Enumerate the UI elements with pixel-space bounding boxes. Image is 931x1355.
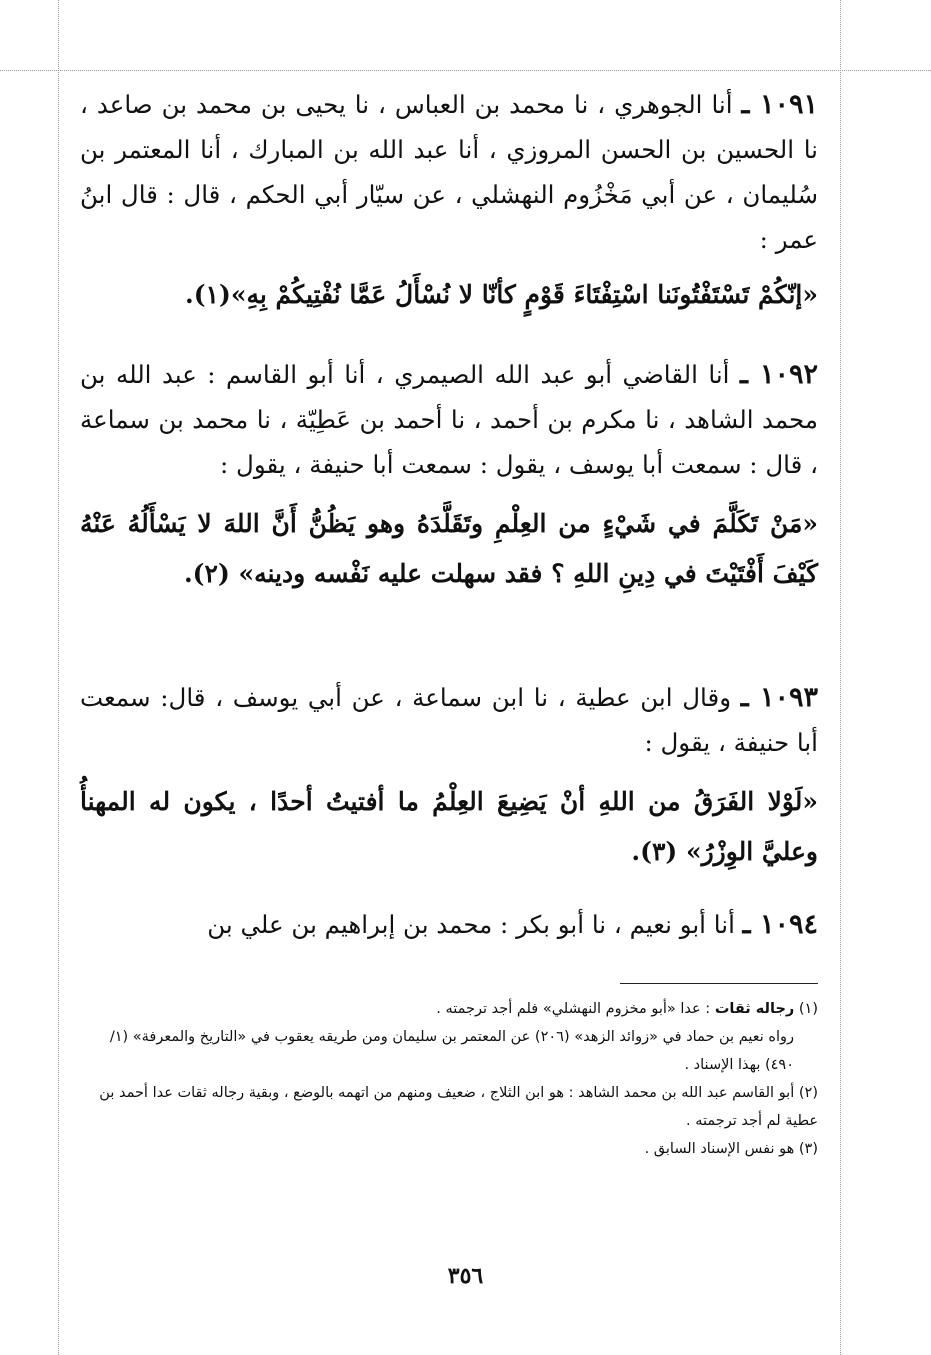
footnote-marker: (٣) (798, 1141, 818, 1157)
footnote-text: : عدا «أبو مخزوم النهشلي» فلم أجد ترجمته . (436, 1001, 711, 1017)
footnote-separator (620, 983, 818, 984)
entry-1092-quote: «مَنْ تَكَلَّمَ في شَيْءٍ من العِلْمِ وتَقَلَّدَهُ وهو يَظُنُّ أَنَّ اللهَ لا يَسْأَلُهُ عَنْهُ كَيْفَ أَفْتَيْتَ في دِينِ اللهِ ؟ فقد سهلت عليه نَفْسه ودينه» (٢). (80, 509, 818, 588)
entry-1092 (80, 352, 818, 599)
footnote-marker: (١) (798, 1001, 818, 1017)
footnote-2 (80, 1079, 818, 1135)
entry-1091-quote: «إنّكُمْ تَسْتَفْتُونَنا اسْتِفْتَاءَ قَوْمٍ كأنّا لا نُسْأَلُ عَمَّا نُفْتِيكُمْ بِهِ»(١). (185, 280, 818, 309)
entry-number: ١٠٩٣ ـ (740, 682, 818, 713)
entry-number: ١٠٩٢ ـ (739, 359, 818, 390)
entry-1092-paragraph (80, 352, 818, 487)
footnote-text: أبو القاسم عبد الله بن محمد الشاهد : هو ابن الثلاج ، ضعيف ومنهم من اتهمه بالوضع ، وبقية رجاله ثقات عدا أحمد بن عطية لم أجد ترجمته . (99, 1085, 818, 1129)
margin-guide-right (840, 0, 841, 1355)
entry-text: أنا أبو نعيم ، نا أبو بكر : محمد بن إبراهيم بن علي بن (207, 910, 735, 939)
entry-text: أنا القاضي أبو عبد الله الصيمري ، أنا أبو القاسم : عبد الله بن محمد الشاهد ، نا مكرم بن أحمد ، نا أحمد بن عَطِيّة ، نا محمد بن سماعة ، قال : سمعت أبا يوسف ، يقول : سمعت أبا حنيفة ، يقول : (80, 360, 818, 479)
entry-1091 (80, 82, 818, 320)
entry-1093 (80, 675, 818, 877)
entry-1094-paragraph (80, 902, 818, 947)
entry-1093-quote: «لَوْلا الفَرَقُ من اللهِ أنْ يَضِيعَ العِلْمُ ما أفتيتُ أحدًا ، يكون له المهنأُ وعليَّ الوِزْرُ» (٣). (80, 787, 818, 866)
footnote-3 (80, 1135, 818, 1163)
footnote-1 (80, 995, 818, 1023)
entry-1094 (80, 902, 818, 947)
entry-number: ١٠٩٤ ـ (742, 909, 818, 940)
footnote-marker: (٢) (798, 1085, 818, 1101)
entry-1091-paragraph (80, 82, 818, 262)
entry-text: أنا الجوهري ، نا محمد بن العباس ، نا يحيى بن محمد بن صاعد ، نا الحسين بن الحسن المروزي ، أنا عبد الله بن المبارك ، أنا المعتمر بن سُليمان ، عن أبي مَخْزُوم النهشلي ، عن سيّار أبي الحكم ، قال : قال ابنُ عمر : (80, 90, 818, 254)
entry-number: ١٠٩١ ـ (741, 89, 818, 120)
entry-1093-paragraph (80, 675, 818, 765)
footnote-1-continuation: رواه نعيم بن حماد في «زوائد الزهد» (٢٠٦) عن المعتمر بن سليمان ومن طريقه يعقوب في «التاريخ والمعرفة» (١/ ٤٩٠) بهذا الإسناد . (109, 1029, 794, 1073)
page-number: ٣٥٦ (447, 1263, 484, 1289)
footnote-lead: رجاله ثقات (714, 1001, 795, 1017)
footnotes (80, 995, 818, 1163)
entry-text: وقال ابن عطية ، نا ابن سماعة ، عن أبي يوسف ، قال: سمعت أبا حنيفة ، يقول : (80, 683, 818, 757)
margin-guide-left (58, 0, 59, 1355)
margin-guide-top (0, 70, 931, 71)
footnote-text: هو نفس الإسناد السابق . (644, 1141, 795, 1157)
